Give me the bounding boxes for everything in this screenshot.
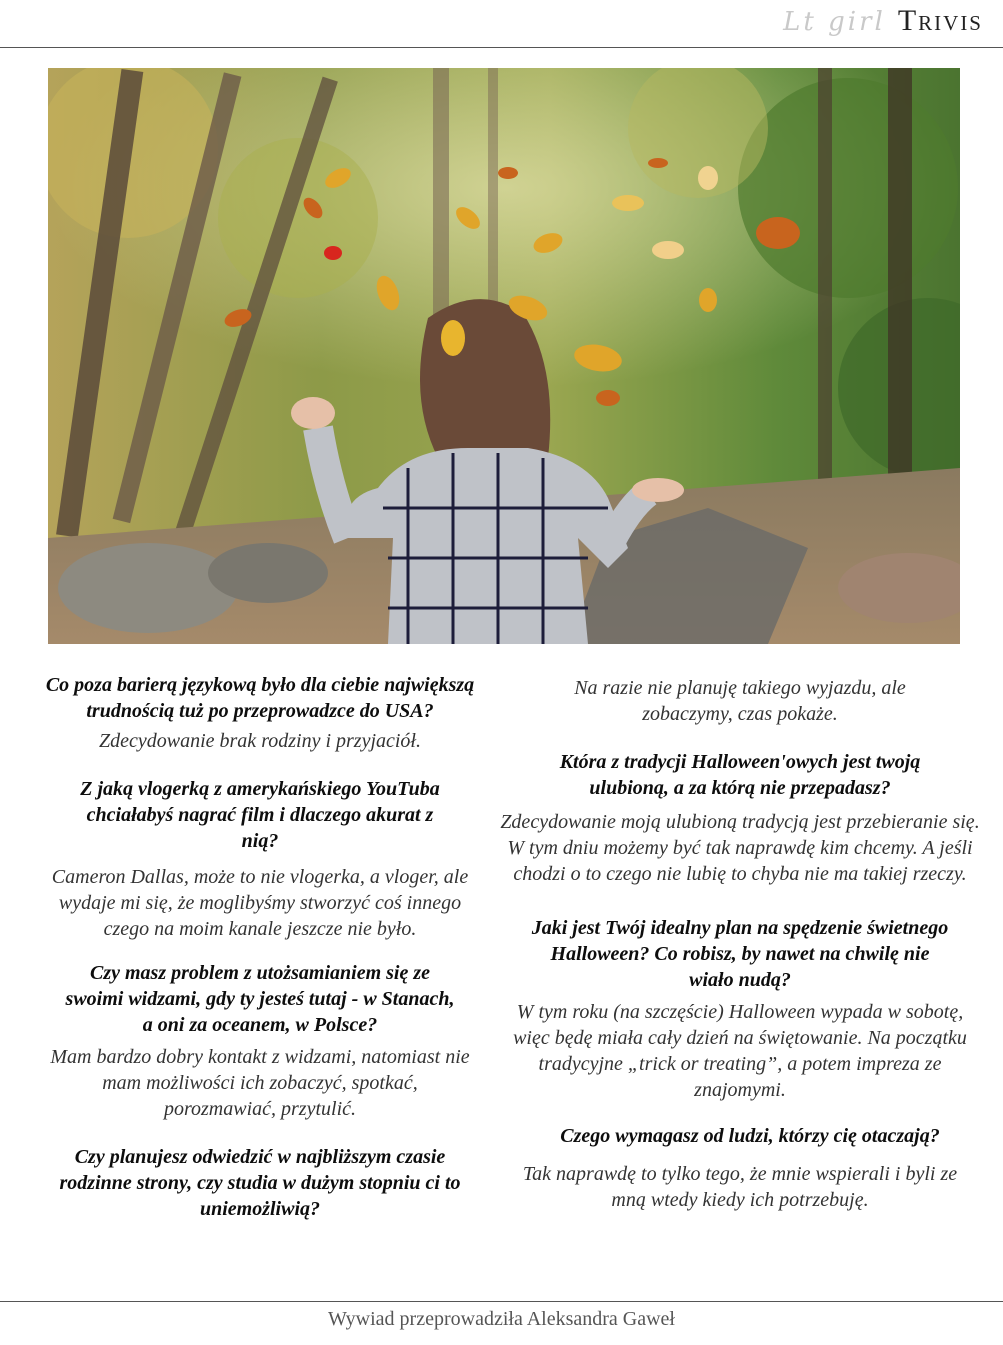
qa-block (40, 672, 480, 754)
qa-block (500, 749, 980, 887)
logo-script-text: Lt girl (783, 7, 886, 37)
qa-block (500, 675, 980, 727)
qa-block (40, 960, 480, 1122)
hero-photo (48, 68, 960, 644)
qa-block (500, 1123, 980, 1213)
qa-block (40, 776, 480, 942)
question: Czego wymagasz od ludzi, którzy cię otaczają? (560, 1125, 940, 1147)
question: Z jaką vlogerką z amerykańskiego YouTuba chciałabyś nagrać film i dlaczego akurat z nią? (80, 778, 440, 852)
question: Jaki jest Twój idealny plan na spędzenie świetnego Halloween? Co robisz, by nawet na chwilę nie wiało nudą? (531, 917, 949, 991)
question: Czy masz problem z utożsamianiem się ze swoimi widzami, gdy ty jesteś tutaj - w Stanach, a oni za oceanem, w Polsce? (65, 962, 455, 1036)
logo-main-text: Trivis (897, 4, 983, 37)
answer: Tak naprawdę to tylko tego, że mnie wspierali i byli ze mną wtedy kiedy ich potrzebuję. (522, 1163, 958, 1211)
answer: Mam bardzo dobry kontakt z widzami, natomiast nie mam możliwości ich zobaczyć, spotkać, porozmawiać, przytulić. (50, 1046, 470, 1120)
magazine-logo (783, 4, 983, 38)
right-column (500, 675, 980, 1213)
header-divider (0, 47, 1003, 48)
question: Czy planujesz odwiedzić w najbliższym czasie rodzinne strony, czy studia w dużym stopniu ci to uniemożliwią? (59, 1146, 461, 1220)
question: Co poza barierą językową było dla ciebie największą trudnością tuż po przeprowadzce do USA? (45, 674, 475, 722)
answer: Zdecydowanie brak rodziny i przyjaciół. (99, 730, 421, 752)
answer: W tym roku (na szczęście) Halloween wypada w sobotę, więc będę miała cały dzień na świętowanie. Na początku tradycyjne „trick or treating”, a potem impreza ze znajomymi. (513, 1001, 967, 1101)
left-column (40, 672, 480, 1222)
answer: Na razie nie planuję takiego wyjazdu, ale zobaczymy, czas pokaże. (574, 677, 906, 725)
qa-block (40, 1144, 480, 1222)
question: Która z tradycji Halloween'owych jest twoją ulubioną, a za którą nie przepadasz? (559, 751, 921, 799)
answer: Zdecydowanie moją ulubioną tradycją jest przebieranie się. W tym dniu możemy być tak naprawdę kim chcemy. A jeśli chodzi o to czego nie lubię to chyba nie ma takiej rzeczy. (500, 811, 980, 885)
qa-block (500, 915, 980, 1103)
autumn-forest-photo (48, 68, 960, 644)
footer-divider (0, 1301, 1003, 1302)
answer: Cameron Dallas, może to nie vlogerka, a vloger, ale wydaje mi się, że moglibyśmy stworzyć coś innego czego na moim kanale jeszcze nie było. (51, 866, 469, 940)
interview-credit: Wywiad przeprowadziła Aleksandra Gaweł (328, 1308, 675, 1330)
